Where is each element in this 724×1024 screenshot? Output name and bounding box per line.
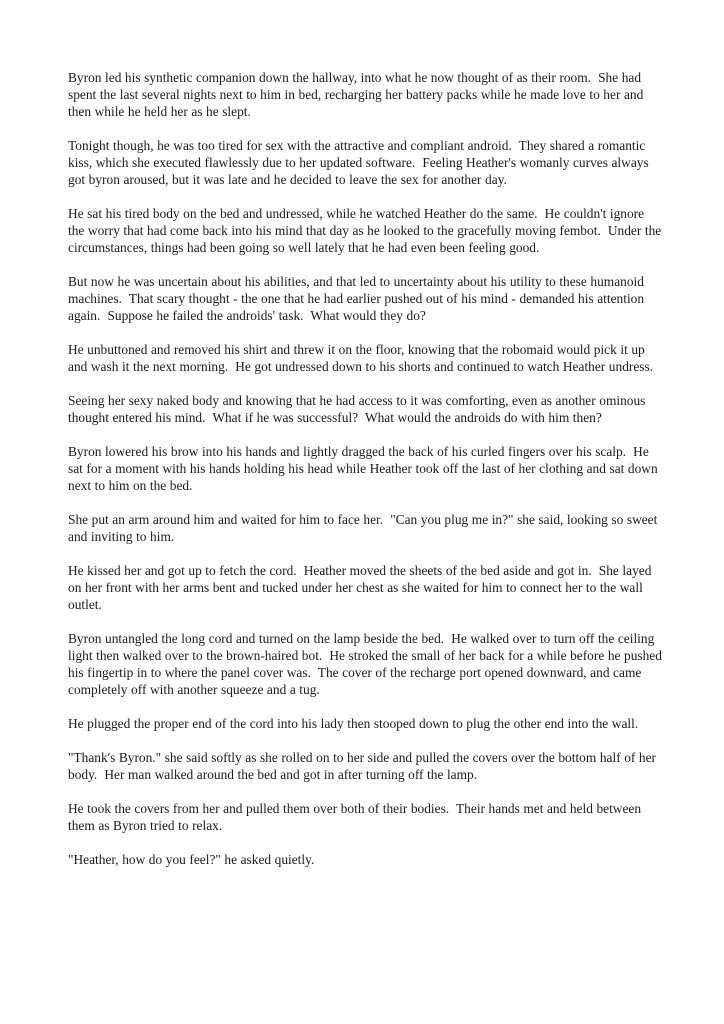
paragraph: He plugged the proper end of the cord into his lady then stooped down to plug the other end into the wall. [68, 716, 639, 731]
paragraph: He took the covers from her and pulled them over both of their bodies. Their hands met and held between them as Byron tried to relax. [68, 801, 645, 833]
paragraph: Tonight though, he was too tired for sex with the attractive and compliant android. They shared a romantic kiss, which she executed flawlessly due to her updated software. Feeling Heather's womanly curves always got byron aroused, but it was late and he decided to leave the sex for another day. [68, 138, 653, 187]
paragraph: He kissed her and got up to fetch the cord. Heather moved the sheets of the bed aside and got in. She layed on her front with her arms bent and tucked under her chest as she waited for him to connect her to the wall outlet. [68, 563, 655, 612]
paragraph: Seeing her sexy naked body and knowing that he had access to it was comforting, even as another ominous thought entered his mind. What if he was successful? What would the androids do with him then? [68, 393, 649, 425]
paragraph: Byron lowered his brow into his hands and lightly dragged the back of his curled fingers over his scalp. He sat for a moment with his hands holding his head while Heather took off the last of her clothing and sat down next to him on the bed. [68, 444, 662, 493]
paragraph: He unbuttoned and removed his shirt and threw it on the floor, knowing that the robomaid would pick it up and wash it the next morning. He got undressed down to his shorts and continued to watch Heather undress. [68, 342, 654, 374]
paragraph: She put an arm around him and waited for him to face her. "Can you plug me in?" she said, looking so sweet and inviting to him. [68, 512, 661, 544]
paragraph: But now he was uncertain about his abilities, and that led to uncertainty about his utility to these humanoid machines. That scary thought - the one that he had earlier pushed out of his mind - demanded his attention again. Suppose he failed the androids' task. What would they do? [68, 274, 648, 323]
paragraph: "Thank's Byron." she said softly as she rolled on to her side and pulled the covers over the bottom half of her body. Her man walked around the bed and got in after turning off the lamp. [68, 750, 660, 782]
paragraph: "Heather, how do you feel?" he asked quietly. [68, 852, 315, 867]
paragraph: Byron untangled the long cord and turned on the lamp beside the bed. He walked over to turn off the ceiling light then walked over to the brown-haired bot. He stroked the small of her back for a while before he pushed his fingertip in to where the panel cover was. The cover of the recharge port opened downward, and came completely off with another squeeze and a tug. [68, 631, 666, 697]
paragraph: Byron led his synthetic companion down the hallway, into what he now thought of as their room. She had spent the last several nights next to him in bed, recharging her battery packs while he made love to her and then while he held her as he slept. [68, 70, 647, 119]
paragraph: He sat his tired body on the bed and undressed, while he watched Heather do the same. He couldn't ignore the worry that had come back into his mind that day as he looked to the gracefully moving fembot. Under the circumstances, things had been going so well lately that he had even been feeling good. [68, 206, 665, 255]
